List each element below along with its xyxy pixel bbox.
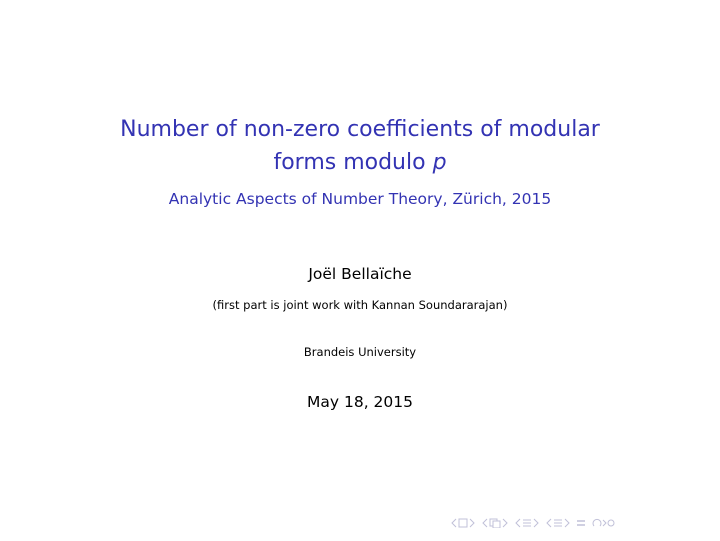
frame-navigation [450,518,476,528]
search-icon[interactable] [591,518,615,528]
beamer-navigation-bar [450,518,620,528]
next-doc-icon[interactable] [563,518,571,528]
section-icon[interactable] [522,518,532,528]
slide-title-text: forms modulo [273,150,433,175]
subsection-navigation [481,518,509,528]
document-navigation [545,518,571,528]
slide-title-variable: p [432,150,447,175]
prev-subsection-icon[interactable] [481,518,489,528]
next-frame-icon[interactable] [468,518,476,528]
frame-icon[interactable] [458,518,468,528]
appendix-navigation [576,518,586,528]
prev-doc-icon[interactable] [545,518,553,528]
author-note: (first part is joint work with Kannan Soundararajan) [212,298,508,312]
document-icon[interactable] [553,518,563,528]
institute: Brandeis University [303,345,417,359]
author-name: Joël Bellaïche [308,265,412,283]
section-navigation [514,518,540,528]
slide-title-line-1: Number of non-zero coefficients of modular [120,117,600,142]
presentation-date: May 18, 2015 [307,393,413,411]
slide-title-line-2 [0,150,720,176]
slide-subtitle: Analytic Aspects of Number Theory, Zürich, 2015 [168,190,552,208]
next-section-icon[interactable] [532,518,540,528]
next-subsection-icon[interactable] [501,518,509,528]
appendix-icon[interactable] [576,518,586,528]
prev-section-icon[interactable] [514,518,522,528]
subsection-icon[interactable] [489,518,501,528]
prev-frame-icon[interactable] [450,518,458,528]
search-navigation [591,518,615,528]
